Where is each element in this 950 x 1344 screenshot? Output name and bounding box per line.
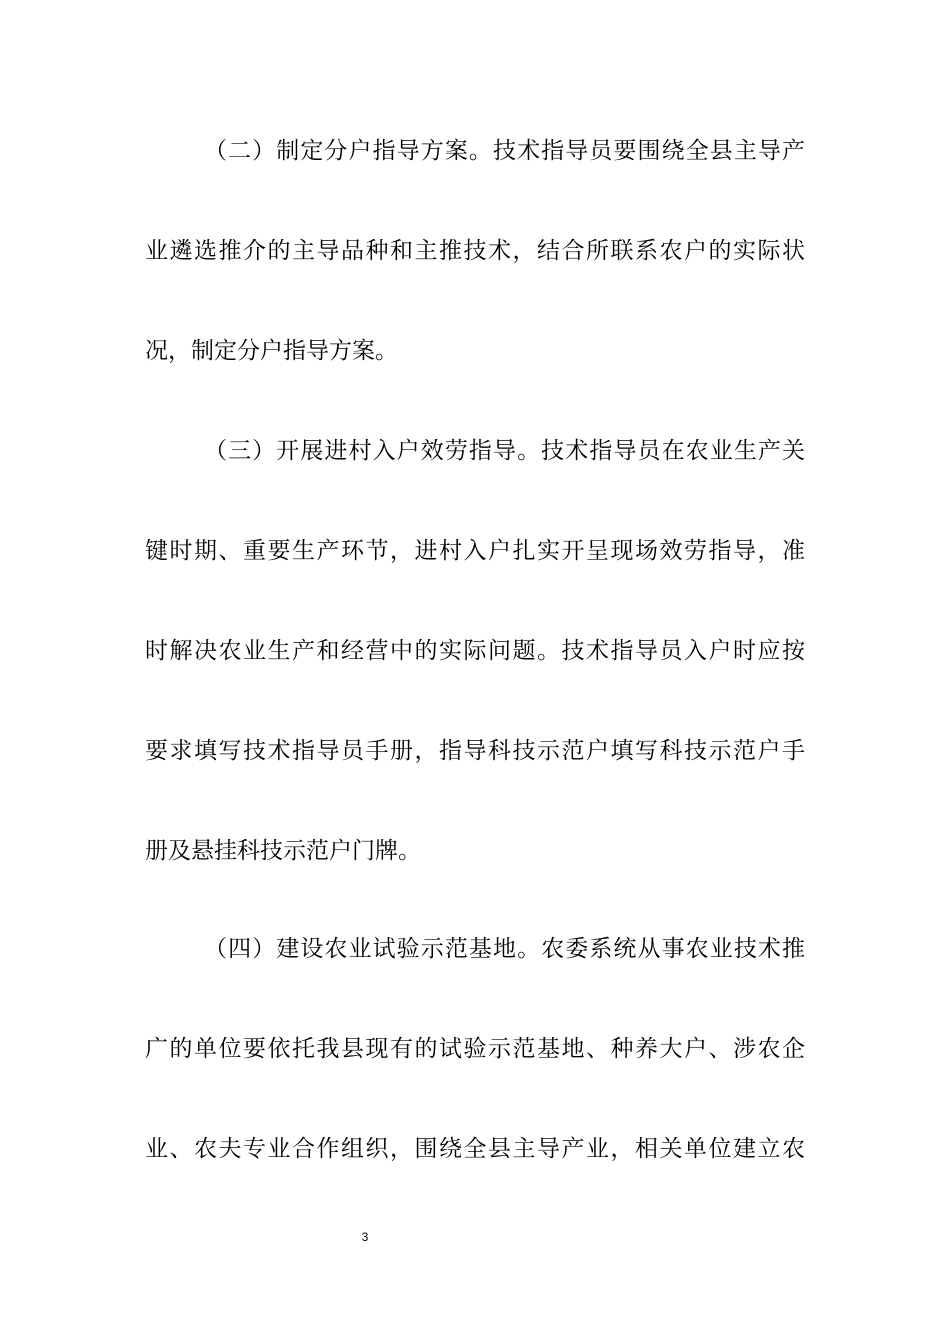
text-line: （三）开展进村入户效劳指导。技术指导员在农业生产关 — [204, 438, 805, 464]
text-line: （四）建设农业试验示范基地。农委系统从事农业技术推 — [204, 936, 805, 962]
text-line: 业遴选推介的主导品种和主推技术，结合所联系农户的实际状 — [145, 238, 805, 264]
text-line: 要求填写技术指导员手册，指导科技示范户填写科技示范户手 — [145, 738, 805, 764]
page-number: 3 — [361, 1230, 369, 1244]
text-line: 业、农夫专业合作组织，围绕全县主导产业，相关单位建立农 — [145, 1136, 805, 1162]
text-line: 键时期、重要生产环节，进村入户扎实开呈现场效劳指导，准 — [145, 538, 805, 564]
text-line: 时解决农业生产和经营中的实际问题。技术指导员入户时应按 — [145, 638, 805, 664]
text-line: 广的单位要依托我县现有的试验示范基地、种养大户、涉农企 — [145, 1036, 805, 1062]
text-line: （二）制定分户指导方案。技术指导员要围绕全县主导产 — [204, 138, 805, 164]
text-line: 册及悬挂科技示范户门牌。 — [145, 838, 421, 864]
text-line: 况，制定分户指导方案。 — [145, 338, 398, 364]
